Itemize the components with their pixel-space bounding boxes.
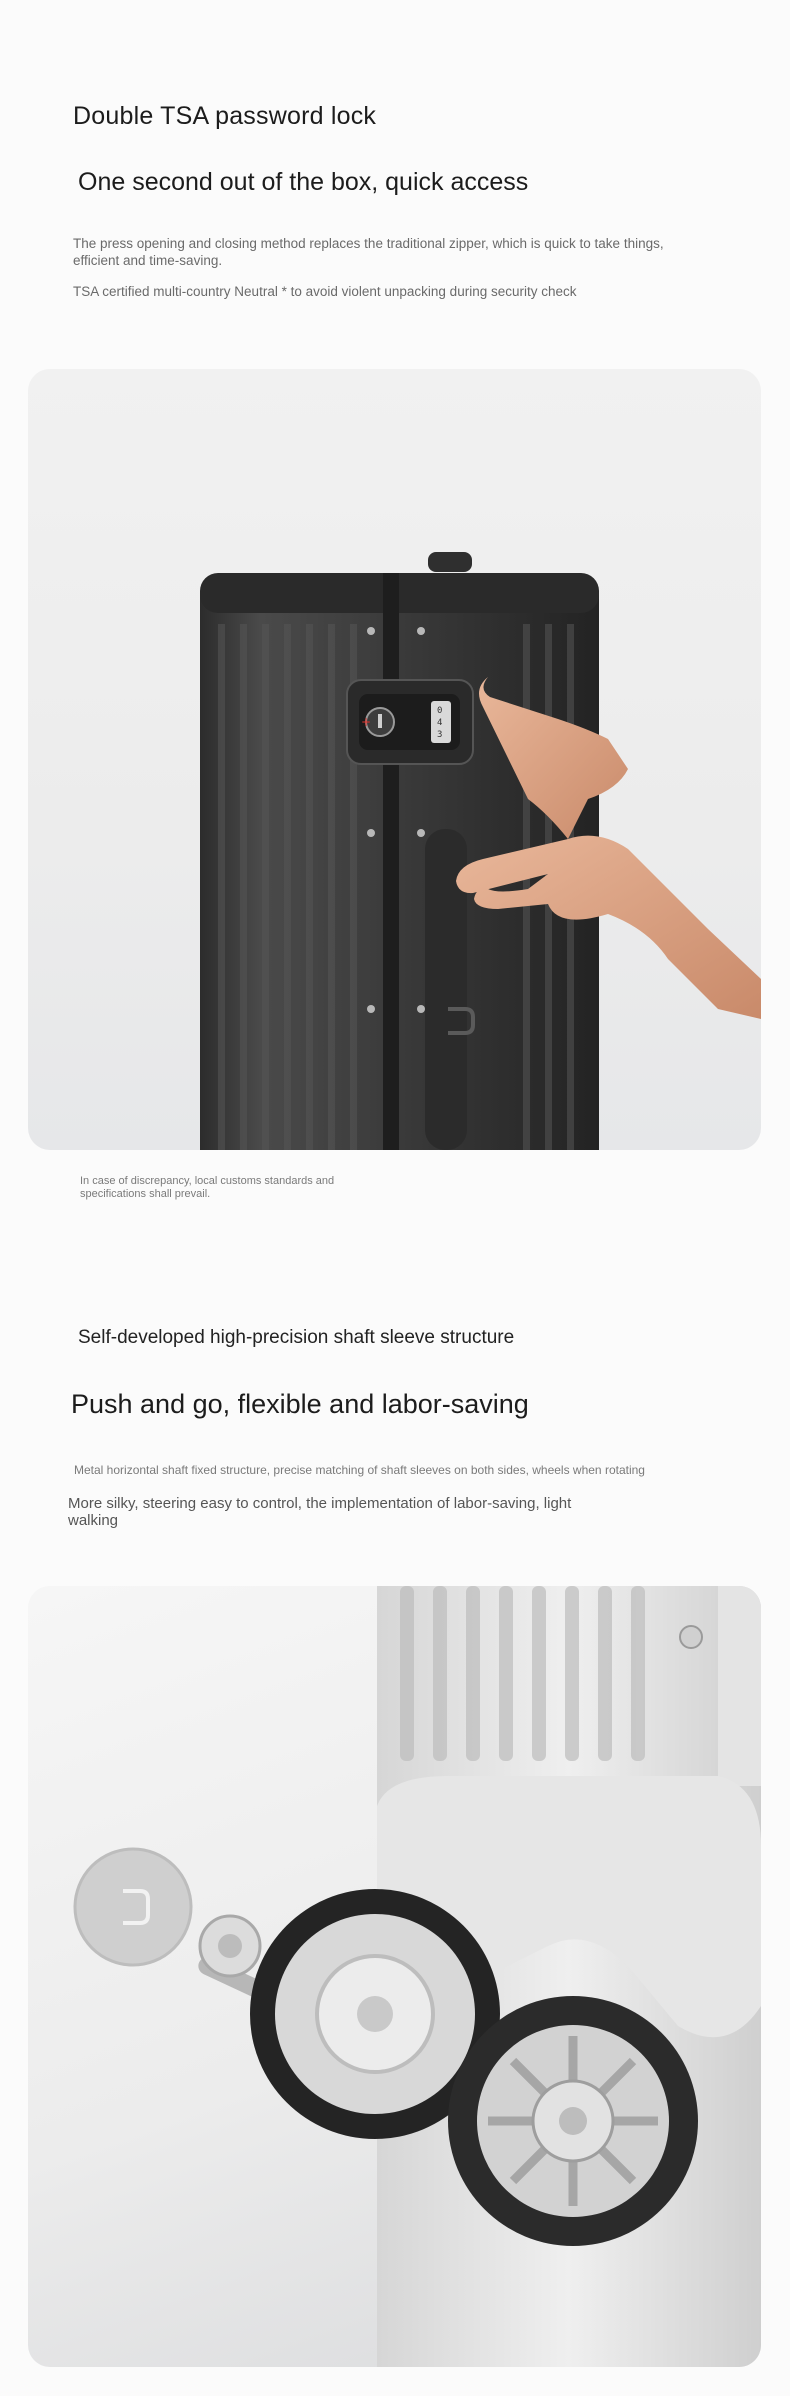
section1-description-2: TSA certified multi-country Neutral * to avoid violent unpacking during security check bbox=[73, 284, 577, 299]
section1-title: Double TSA password lock bbox=[73, 102, 377, 130]
section2-subtitle: Push and go, flexible and labor-saving bbox=[71, 1389, 529, 1419]
section2-description-1: Metal horizontal shaft fixed structure, precise matching of shaft sleeves on both sides, wheels when rotating bbox=[74, 1463, 645, 1477]
suitcase-lock-illustration bbox=[28, 369, 761, 1150]
svg-text:4: 4 bbox=[437, 718, 443, 728]
tsa-lock-product-image bbox=[28, 369, 761, 1150]
section2-title: Self-developed high-precision shaft sleeve structure bbox=[78, 1327, 515, 1348]
svg-text:+: + bbox=[361, 715, 372, 729]
section2-description-2: More silky, steering easy to control, the implementation of labor-saving, light walking bbox=[68, 1495, 572, 1529]
wheel-exploded-illustration bbox=[28, 1586, 761, 2367]
disclaimer-note: In case of discrepancy, local customs standards and specifications shall prevail. bbox=[80, 1175, 335, 1200]
section1-description-1: The press opening and closing method replaces the traditional zipper, which is quick to take things, efficient and time-saving. bbox=[73, 236, 664, 268]
svg-text:3: 3 bbox=[437, 730, 443, 740]
wheel-structure-product-image bbox=[28, 1586, 761, 2367]
section1-subtitle: One second out of the box, quick access bbox=[78, 168, 529, 196]
svg-text:0: 0 bbox=[437, 706, 443, 716]
